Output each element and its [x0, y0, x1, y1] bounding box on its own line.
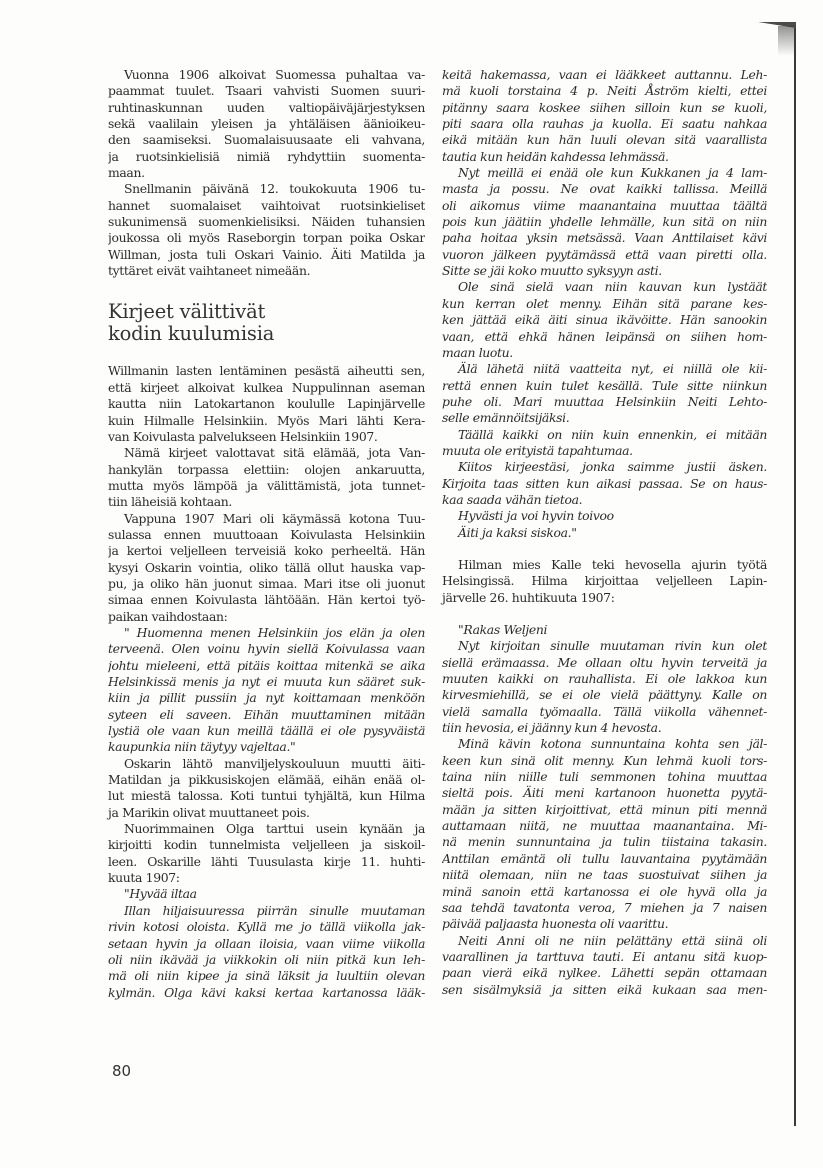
left-column — [108, 67, 425, 1001]
text-line: tiin hevosia, ei jäänny kun 4 hevosta. — [442, 720, 662, 736]
text-line: selle emännöitsijäksi. — [442, 410, 570, 426]
text-line: niitä olemaan, niin ne taas suostuivat siihen ja — [442, 867, 767, 883]
text-line: Snellmanin päivänä 12. toukokuuta 1906 tu- — [124, 181, 425, 197]
text-line: Willman, josta tuli Oskari Vainio. Äiti Matilda ja — [108, 246, 425, 262]
text-line: tautia kun heidän kahdessa lehmässä. — [442, 148, 669, 164]
text-line: keen kun sinä olit menny. Kun lehmä kuoli tors- — [442, 752, 767, 768]
text-line: paammat tuulet. Tsaari vahvisti Suomen suuri- — [108, 83, 425, 99]
text-line: Anttilan emäntä oli tullu lauvantaina pyytämään — [442, 850, 767, 866]
text-line: hannet suomalaiset vaihtoivat ruotsinkieliset — [108, 197, 425, 213]
text-line: ken jättää eikä äiti sinua ikävöitte. Hän sanookin — [442, 312, 767, 328]
text-line: ja kertoi veljelleen terveisiä koko perheeltä. Hän — [108, 543, 425, 559]
text-line: sekä vaalilain yleisen ja yhtäläisen äänioikeu- — [108, 116, 425, 132]
text-line: siellä erämaassa. Me ollaan oltu hyvin terveitä ja — [442, 654, 767, 670]
text-line: lystiä ole vaan kun meillä täällä ei ole pysyväistä — [108, 723, 425, 739]
text-line: hankylän torpassa elettiin: olojen ankaruutta, — [108, 461, 425, 477]
text-line: Helsingissä. Hilma kirjoittaa veljelleen Lapin- — [442, 573, 767, 589]
text-line: vielä samalla työmaalla. Tällä viikolla vähennet- — [442, 703, 767, 719]
text-line: maan luotu. — [442, 344, 513, 360]
text-line: sukunimensä suomenkielisiksi. Näiden tuhansien — [108, 214, 425, 230]
text-line: mä kuoli torstaina 4 p. Neiti Åström kielti, ettei — [442, 83, 767, 99]
text-line: päivää paljaasta huonesta oli vaarittu. — [442, 916, 669, 932]
text-line: Oskarin lähtö manviljelyskouluun muutti äiti- — [124, 755, 425, 771]
text-line: Matildan ja pikkusiskojen elämää, eihän enää ol- — [108, 772, 425, 788]
hilma-intro-paragraph — [442, 557, 767, 606]
text-line: kaa saada vähän tietoa. — [442, 491, 583, 507]
text-line: Älä lähetä niitä vaatteita nyt, ei niillä ole kii- — [458, 361, 767, 377]
text-line: eikä mitään kun hän luuli olevan sitä vaarallista — [442, 132, 767, 148]
text-line: vaarallinen ja tarttuva tauti. Ei antanu sitä kuop- — [442, 948, 767, 964]
text-line: Nyt kirjoitan sinulle muutaman rivin kun olet — [458, 638, 767, 654]
text-line: Minä kävin kotona sunnuntaina kohta sen jäl- — [458, 736, 767, 752]
text-line: Neiti Anni oli ne niin pelättäny että siinä oli — [458, 932, 767, 948]
text-line: pitänny saara koskee siihen silloin kun se kuoli, — [442, 99, 767, 115]
text-line: oli aikomus viime maanantaina muuttaa täältä — [442, 197, 767, 213]
text-line: ja ruotsinkielisiä nimiä ryhdyttiin suomenta- — [108, 148, 425, 164]
text-line: setaan hyvin ja ollaan iloisia, vaan viime viikolla — [108, 935, 425, 951]
text-line: leen. Oskarille lähti Tuusulasta kirje 11. huhti- — [108, 853, 425, 869]
text-line: Vuonna 1906 alkoivat Suomessa puhaltaa va- — [124, 67, 425, 82]
intro-paragraphs — [108, 67, 425, 279]
text-line: sieltä pois. Äiti meni kartanoon huonetta pyytä- — [442, 785, 767, 801]
text-line: masta ja possu. Ne ovat kaikki tallissa. Meillä — [442, 181, 767, 197]
text-line: järvelle 26. huhtikuuta 1907: — [442, 589, 615, 605]
text-line: kun kerran olet menny. Eihän sitä parane kes- — [442, 295, 767, 311]
text-line: joukossa oli myös Raseborgin torpan poika Oskar — [108, 230, 425, 246]
text-line: minä sanoin että kartanossa ei ole hyvä olla ja — [442, 883, 767, 899]
text-line: oli niin ikävää ja viikkokin oli niin pitkä kun leh- — [108, 951, 425, 967]
text-line: pois kun jäätiin yhdelle lehmälle, kun sitä on niin — [442, 214, 767, 230]
text-line: pu, ja oliko hän juonut simaa. Mari itse oli juonut — [108, 575, 425, 591]
text-line: paikan vaihdostaan: — [108, 608, 228, 624]
text-line: terveenä. Olen voinu hyvin siellä Koivulassa vaan — [108, 641, 425, 657]
text-line: kiin ja pillit pussiin ja nyt koittamaan menköön — [108, 690, 425, 706]
text-line: Sitte se jäi koko muutto syksyyn asti. — [442, 263, 662, 279]
text-line: "Hyvää iltaa — [124, 886, 197, 902]
section-heading-line: Kirjeet välittivät — [108, 300, 266, 324]
text-line: mä oli niin kipee ja sinä läksit ja luultiin olevan — [108, 968, 425, 984]
text-line: kirjoitti kodin tunnelmista veljelleen ja siskoil- — [108, 837, 425, 853]
text-line: nä menin sunnuntaina ja tulin tiistaina takasin. — [442, 834, 767, 850]
section-heading — [108, 301, 425, 345]
text-line: että kirjeet alkoivat kulkea Nuppulinnan aseman — [108, 379, 425, 395]
text-line: Ole sinä sielä vaan niin kauvan kun lystäät — [458, 279, 767, 295]
text-line: kaupunkia niin täytyy vajeltaa." — [108, 739, 296, 755]
text-line: Nuorimmainen Olga tarttui usein kynään ja — [124, 821, 425, 837]
text-line: kautta niin Latokartanon koululle Lapinjärvelle — [108, 396, 425, 412]
text-line: Hyvästi ja voi hyvin toivoo — [458, 508, 614, 524]
text-line: Nyt meillä ei enää ole kun Kukkanen ja 4 lam- — [458, 165, 767, 181]
text-line: Illan hiljaisuuressa piirrän sinulle muutaman — [124, 902, 425, 918]
text-line: muuten kaikki on rauhallista. Ei ole lakkoa kun — [442, 671, 767, 687]
text-line: keitä hakemassa, vaan ei lääkkeet auttannu. Leh- — [442, 67, 767, 82]
text-line: paha hoitaa yksin metsässä. Vaan Anttilaiset kävi — [442, 230, 767, 246]
text-line: van Koivulasta palvelukseen Helsinkiin 1907. — [108, 428, 378, 444]
text-line: sen sisälmyksiä ja sitten eikä kukaan saa men- — [442, 981, 767, 997]
section-heading-line: kodin kuulumisia — [108, 322, 275, 346]
text-line: Hilman mies Kalle teki hevosella ajurin työtä — [458, 556, 767, 572]
text-line: Äiti ja kaksi siskoa." — [458, 524, 577, 540]
letter-continuation — [442, 67, 767, 541]
spacer — [442, 541, 767, 557]
text-line: den saamiseksi. Suomalaisuusaate eli vahvana, — [108, 132, 425, 148]
text-line: "Rakas Weljeni — [458, 622, 548, 637]
text-line: kirvesmiehillä, se ei ole vielä päättyny. Kalle on — [442, 687, 767, 703]
text-line: rivin kotosi oloista. Kyllä me jo tällä viikolla jak- — [108, 919, 425, 935]
text-line: kuin Hilmalle Helsinkiin. Myös Mari lähti Kera- — [108, 412, 425, 428]
text-line: tiin läheisiä kohtaan. — [108, 494, 233, 510]
text-line: simaa ennen Koivulasta lähtöään. Hän kertoi työ- — [108, 592, 425, 608]
text-line: Willmanin lasten lentäminen pesästä aiheutti sen, — [108, 363, 425, 379]
hilma-letter — [442, 622, 767, 998]
right-column — [442, 67, 767, 998]
text-line: Täällä kaikki on niin kuin ennenkin, ei mitään — [458, 426, 767, 442]
text-line: puhe oli. Mari muuttaa Helsinkiin Neiti Lehto- — [442, 393, 767, 409]
text-line: mutta myös lämpöä ja välittämistä, jota tunnet- — [108, 477, 425, 493]
page-number: 80 — [112, 1062, 132, 1080]
text-line: mään ja sitten kirjoittivat, että minun piti mennä — [442, 801, 767, 817]
text-line: ja Marikin olivat muuttaneet pois. — [108, 804, 310, 820]
text-line: auttamaan niitä, ne muuttaa maanantaina. Mi- — [442, 818, 767, 834]
text-line: sulassa ennen muuttoaan Koivulasta Helsinkiin — [108, 526, 425, 542]
text-line: rettä ennen kuin tulet kesällä. Tule sitte niinkun — [442, 377, 767, 393]
scan-edge-line — [794, 28, 796, 1126]
text-line: taina niin niille tuli semmonen tohina muuttaa — [442, 769, 767, 785]
text-line: muuta ole erityistä tapahtumaa. — [442, 442, 633, 458]
text-line: maan. — [108, 165, 145, 181]
text-line: Helsinkissä menis ja nyt ei muuta kun sääret suk- — [108, 674, 425, 689]
text-line: paan vierä eikä nylkee. Lähetti sepän ottamaan — [442, 965, 767, 981]
text-line: Kiitos kirjeestäsi, jonka saimme justii äsken. — [458, 459, 767, 475]
text-line: kylmän. Olga kävi kaksi kertaa kartanossa lääk- — [108, 984, 425, 1000]
text-line: piti saara olla rauhas ja kuolla. Ei saatu nahkaa — [442, 116, 767, 132]
text-line: tyttäret eivät vaihtaneet nimeään. — [108, 263, 311, 279]
text-line: syteen eli saveen. Eihän muuttaminen mitään — [108, 706, 425, 722]
text-line: vuoron jälkeen pyytämässä että vaan piretti olla. — [442, 246, 767, 262]
text-line: vaan, että ehkä hänen leipänsä on siihen hom- — [442, 328, 767, 344]
text-line: Nämä kirjeet valottavat sitä elämää, jota Van- — [124, 445, 425, 461]
text-line: kuuta 1907: — [108, 870, 180, 886]
text-line: johtu mieleeni, että pitäis koittaa mitenkä se aika — [108, 657, 425, 673]
text-line: saa tehdä tavatonta veroa, 7 miehen ja 7 naisen — [442, 899, 767, 915]
text-line: lut miestä talossa. Koti tuntui tyhjältä, kun Hilma — [108, 788, 425, 804]
spacer — [442, 606, 767, 622]
text-line: ruhtinaskunnan uuden valtiopäiväjärjestyksen — [108, 99, 425, 115]
text-line: " Huomenna menen Helsinkiin jos elän ja olen — [124, 624, 425, 640]
text-line: Kirjoita taas sitten kun aikasi passaa. Se on haus- — [442, 475, 767, 491]
text-line: kysyi Oskarin vointia, oliko tällä ollut hauska vap- — [108, 559, 425, 575]
text-line: Vappuna 1907 Mari oli käymässä kotona Tuu- — [124, 510, 425, 526]
letters-paragraphs — [108, 363, 425, 1000]
